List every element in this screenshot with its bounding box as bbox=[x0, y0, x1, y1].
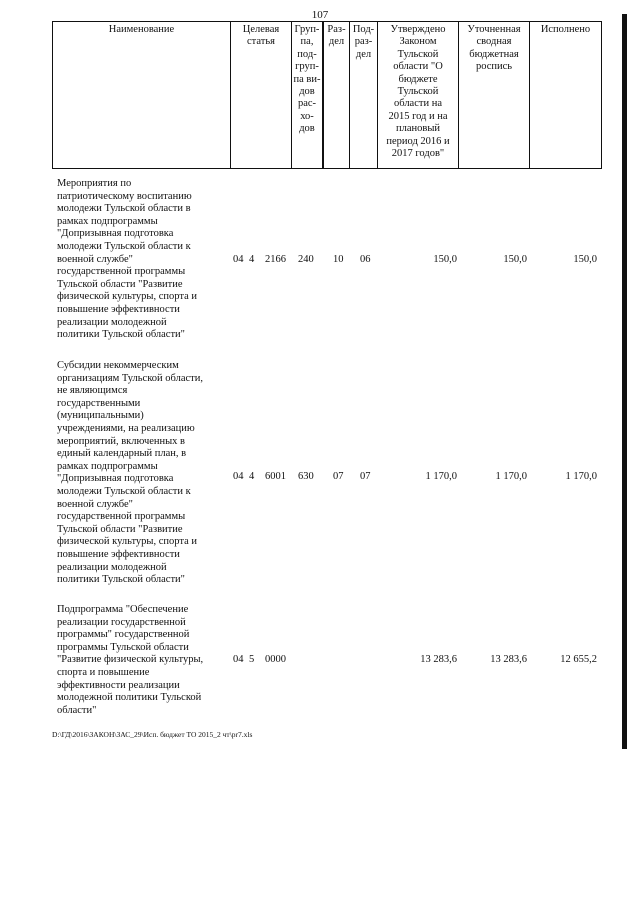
row-approved: 1 170,0 bbox=[425, 471, 457, 482]
row-code-part: 2166 bbox=[265, 254, 286, 265]
header-expense-group: Груп- па, под- груп- па ви- дов рас- хо- дов bbox=[293, 24, 321, 135]
header-subsection: Под- раз- дел bbox=[352, 24, 375, 60]
row-section: 10 bbox=[333, 254, 344, 265]
row-group: 240 bbox=[298, 254, 314, 265]
row-executed: 1 170,0 bbox=[565, 471, 597, 482]
row-name: Субсидии некоммерческим организациям Тульской области, не являющимся государственными (муниципальными) учреждениями, на реализацию мероприятий, включенных в единый календарный план, в рамках подпрограммы "Допризывная подготовка молодежи Тульской области к военной службе" государственной программы Тульской области "Развитие физической культуры, спорта и повышение эффективности реализации молодежной политики Тульской области" bbox=[57, 360, 204, 586]
row-code-part: 04 bbox=[233, 254, 244, 265]
row-approved: 150,0 bbox=[433, 254, 457, 265]
row-refined: 13 283,6 bbox=[490, 654, 527, 665]
header-section: Раз- дел bbox=[327, 24, 346, 48]
row-name: Подпрограмма "Обеспечение реализации государственной программы" государственной программы Тульской области "Развитие физической культуры, спорта и повышение эффективности реализации молодежной политики Тульской области" bbox=[57, 604, 204, 716]
row-group: 630 bbox=[298, 471, 314, 482]
page-number: 107 bbox=[311, 9, 329, 21]
row-code-part: 04 bbox=[233, 654, 244, 665]
row-code-part: 4 bbox=[249, 254, 255, 265]
row-code-part: 5 bbox=[249, 654, 255, 665]
row-name: Мероприятия по патриотическому воспитанию молодежи Тульской области в рамках подпрограммы "Допризывная подготовка молодежи Тульской области к военной службе" государственной программы Тульской области "Развитие физической культуры, спорта и повышение эффективности реализации молодежной политики Тульской области" bbox=[57, 178, 198, 341]
row-executed: 150,0 bbox=[573, 254, 597, 265]
header-executed: Исполнено bbox=[540, 24, 591, 35]
row-section: 07 bbox=[333, 471, 344, 482]
table-header bbox=[52, 21, 602, 169]
scan-margin-bar bbox=[622, 14, 627, 749]
file-path-footer: D:\ГД\2016\ЗАКОН\ЗАС_29\Исп. бюджет ТО 2015_2 чт\pr7.xls bbox=[52, 730, 253, 739]
header-refined-budget: Уточненная сводная бюджетная роспись bbox=[467, 24, 521, 73]
row-subsection: 07 bbox=[360, 471, 371, 482]
row-subsection: 06 bbox=[360, 254, 371, 265]
row-code-part: 4 bbox=[249, 471, 255, 482]
header-target-article: Целевая статья bbox=[242, 24, 280, 48]
row-code-part: 04 bbox=[233, 471, 244, 482]
column-divider bbox=[529, 22, 530, 168]
row-approved: 13 283,6 bbox=[420, 654, 457, 665]
header-approved: Утверждено Законом Тульской области "О бюджете Тульской области на 2015 год и на плановый период 2016 и 2017 годов" bbox=[386, 24, 450, 160]
row-refined: 1 170,0 bbox=[495, 471, 527, 482]
row-code-part: 0000 bbox=[265, 654, 286, 665]
header-name: Наименование bbox=[108, 24, 175, 35]
row-refined: 150,0 bbox=[503, 254, 527, 265]
row-code-part: 6001 bbox=[265, 471, 286, 482]
row-executed: 12 655,2 bbox=[560, 654, 597, 665]
